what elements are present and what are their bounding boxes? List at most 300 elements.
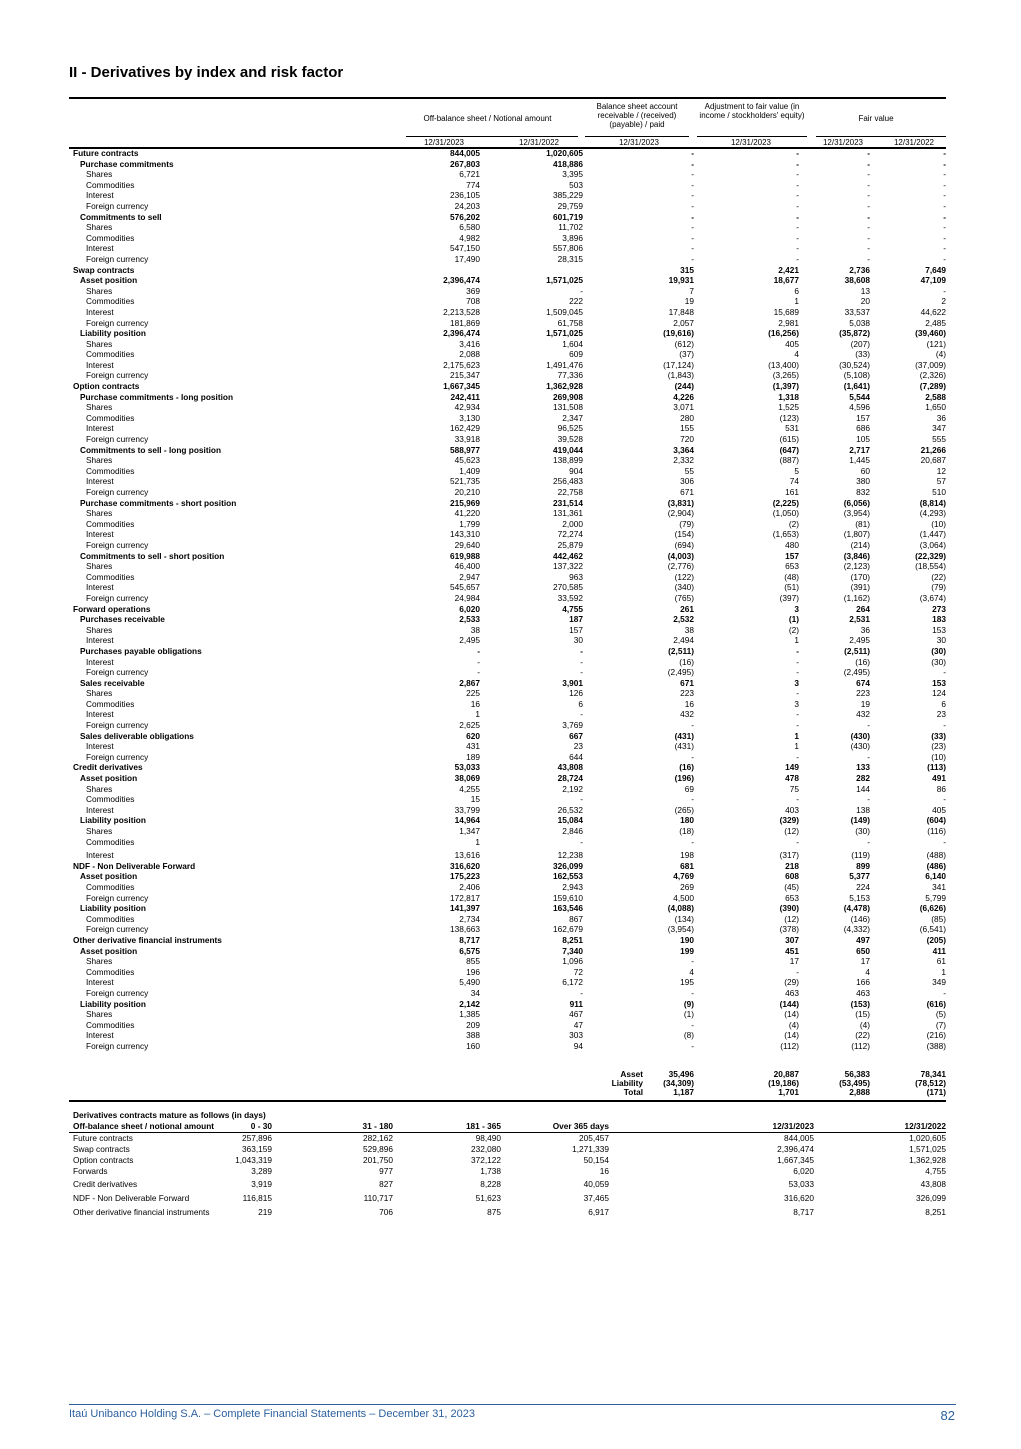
row-value: 4,982 <box>459 232 480 243</box>
row-value: (4) <box>859 1019 870 1030</box>
row-value: (3,831) <box>667 497 694 508</box>
row-value: 231,514 <box>553 497 583 508</box>
row-value: 3 <box>794 603 799 614</box>
row-value: - <box>477 656 480 667</box>
row-value: - <box>867 243 870 254</box>
row-value: (6,056) <box>843 497 870 508</box>
table-row <box>69 635 946 646</box>
row-value: 39,528 <box>557 434 583 445</box>
row-value: 341 <box>932 881 946 892</box>
row-label: Commodities <box>86 179 135 190</box>
row-value: 28,315 <box>557 253 583 264</box>
row-value: 53,033 <box>454 762 480 773</box>
row-value: - <box>691 243 694 254</box>
table-row <box>69 360 946 371</box>
maturity-value: 8,228 <box>480 1179 501 1189</box>
maturity-value: 16 <box>599 1166 609 1176</box>
row-value: 4,500 <box>673 892 694 903</box>
maturity-table <box>69 1110 946 1219</box>
row-value: - <box>691 222 694 233</box>
row-value: 236,105 <box>450 190 480 201</box>
row-value: - <box>691 1019 694 1030</box>
row-value: 467 <box>569 1009 583 1020</box>
row-value: 2,057 <box>673 317 694 328</box>
row-value: (134) <box>674 913 694 924</box>
totals-value: (171) <box>926 1087 946 1097</box>
row-value: 6,140 <box>925 871 946 882</box>
row-value: 557,806 <box>553 243 583 254</box>
row-value: 2,736 <box>849 264 870 275</box>
table-row <box>69 850 946 861</box>
row-value: (35,872) <box>839 328 870 339</box>
row-value: 6,721 <box>459 169 480 180</box>
row-value: 166 <box>856 977 870 988</box>
row-value: 306 <box>680 476 694 487</box>
row-value: 198 <box>680 850 694 861</box>
row-value: 149 <box>785 762 799 773</box>
maturity-row <box>69 1133 946 1144</box>
row-value: 38,608 <box>844 275 870 286</box>
row-value: - <box>867 148 870 158</box>
row-value: 28,724 <box>557 773 583 784</box>
row-label: Asset position <box>80 871 138 882</box>
row-value: 2,588 <box>925 391 946 402</box>
row-value: 215,347 <box>450 370 480 381</box>
row-value: - <box>691 148 694 158</box>
row-value: 105 <box>856 434 870 445</box>
row-value: 2,943 <box>562 881 583 892</box>
row-label: Interest <box>86 1030 114 1041</box>
row-value: 2,396,474 <box>443 275 480 286</box>
row-value: - <box>943 200 946 211</box>
row-label: Interest <box>86 850 114 861</box>
row-label: Interest <box>86 635 114 646</box>
row-label: Commodities <box>86 913 135 924</box>
row-value: (196) <box>674 773 694 784</box>
maturity-label: Swap contracts <box>73 1144 130 1154</box>
table-row <box>69 233 946 244</box>
row-value: (616) <box>926 998 946 1009</box>
row-value: 61,758 <box>557 317 583 328</box>
row-value: 12,238 <box>557 850 583 861</box>
row-label: Interest <box>86 656 114 667</box>
subheader-notional-2023: 12/31/2023 <box>423 138 465 147</box>
row-value: (153) <box>850 998 870 1009</box>
row-value: 2,625 <box>459 720 480 731</box>
maturity-value: 1,362,928 <box>909 1155 946 1165</box>
row-value: (123) <box>779 412 799 423</box>
row-value: 315 <box>680 264 694 275</box>
row-value: 1,445 <box>849 455 870 466</box>
row-value: 30 <box>936 635 946 646</box>
row-value: (1) <box>683 1009 694 1020</box>
row-value: - <box>796 794 799 805</box>
row-value: 141,397 <box>450 903 480 914</box>
row-label: Foreign currency <box>86 751 149 762</box>
table-row <box>69 572 946 583</box>
row-value: 138,899 <box>553 455 583 466</box>
row-value: 2,532 <box>673 614 694 625</box>
table-row <box>69 667 946 678</box>
row-value: 432 <box>680 709 694 720</box>
row-value: 273 <box>932 603 946 614</box>
row-label: Shares <box>86 169 113 180</box>
row-value: (16,256) <box>768 328 799 339</box>
header-fair-value: Fair value <box>858 114 894 123</box>
row-value: 2,396,474 <box>443 328 480 339</box>
row-label: Commodities <box>86 296 135 307</box>
page-title: II - Derivatives by index and risk factor <box>69 64 344 81</box>
row-value: - <box>796 190 799 201</box>
row-value: 18,677 <box>773 275 799 286</box>
row-value: 2,421 <box>778 264 799 275</box>
table-row <box>69 967 946 978</box>
row-value: (244) <box>674 381 694 392</box>
row-value: 904 <box>569 465 583 476</box>
row-value: (388) <box>926 1040 946 1051</box>
row-label: Commodities <box>86 465 135 476</box>
row-value: - <box>796 253 799 264</box>
row-value: 671 <box>680 677 694 688</box>
maturity-header-cell: 0 - 30 <box>250 1121 272 1131</box>
row-value: 510 <box>932 487 946 497</box>
header-rule-fair-value <box>816 136 946 137</box>
maturity-value: 316,620 <box>784 1193 814 1203</box>
row-value: - <box>867 169 870 180</box>
maturity-label: Credit derivatives <box>73 1179 138 1189</box>
row-value: (146) <box>850 913 870 924</box>
totals-label: Total <box>623 1087 643 1097</box>
row-value: (170) <box>850 571 870 582</box>
row-value: 8,251 <box>562 934 583 945</box>
table-row <box>69 349 946 360</box>
row-value: 2,867 <box>459 677 480 688</box>
row-value: 1 <box>941 966 946 977</box>
row-value: (765) <box>674 592 694 603</box>
row-value: - <box>867 179 870 190</box>
row-value: (30) <box>855 826 870 836</box>
row-value: - <box>796 148 799 158</box>
row-value: 385,229 <box>553 190 583 201</box>
row-label: Foreign currency <box>86 370 149 381</box>
row-value: 307 <box>785 934 799 945</box>
row-value: (39,460) <box>915 328 946 339</box>
row-value: (2,904) <box>667 508 694 519</box>
row-value: 20,687 <box>920 455 946 466</box>
maturity-header-cell: 12/31/2023 <box>772 1121 814 1131</box>
maturity-value: 977 <box>379 1166 393 1176</box>
row-value: 899 <box>856 860 870 871</box>
row-value: - <box>691 1040 694 1051</box>
row-value: 608 <box>785 871 799 882</box>
row-label: Foreign currency <box>86 487 149 497</box>
row-value: 74 <box>789 476 799 487</box>
row-value: 133 <box>856 762 870 773</box>
row-value: 1,571,025 <box>546 275 583 286</box>
row-value: 547,150 <box>450 243 480 254</box>
row-value: (119) <box>851 850 870 861</box>
maturity-label: Forwards <box>73 1166 108 1176</box>
row-value: 20,210 <box>454 487 480 497</box>
row-value: 3,364 <box>673 444 694 455</box>
table-row <box>69 837 946 848</box>
row-label: Shares <box>86 402 113 413</box>
table-row <box>69 762 946 773</box>
row-value: (2,495) <box>667 667 694 678</box>
row-value: (33) <box>931 730 946 741</box>
row-value: (2) <box>788 518 799 529</box>
row-value: - <box>867 158 870 169</box>
row-label: Interest <box>86 306 114 317</box>
maturity-value: 2,396,474 <box>777 1144 814 1154</box>
row-value: (1,807) <box>843 529 870 540</box>
row-value: 19,931 <box>668 275 694 286</box>
row-value: - <box>796 966 799 977</box>
row-value: 1,604 <box>562 338 583 349</box>
row-value: (3,265) <box>772 370 799 381</box>
row-value: - <box>943 836 946 847</box>
row-label: Interest <box>86 476 114 487</box>
row-value: - <box>691 253 694 264</box>
row-label: Interest <box>86 423 114 434</box>
row-value: 1,096 <box>562 956 583 967</box>
table-row <box>69 169 946 180</box>
row-value: 75 <box>789 783 799 794</box>
row-label: Commodities <box>86 881 135 892</box>
table-row <box>69 688 946 699</box>
row-value: 160 <box>466 1040 480 1051</box>
row-value: 195 <box>680 977 694 988</box>
row-value: (2) <box>788 624 799 635</box>
footer-text: Itaú Unibanco Holding S.A. – Complete Financial Statements – December 31, 2023 <box>69 1408 476 1420</box>
maturity-value: 219 <box>258 1207 272 1217</box>
row-value: 155 <box>680 423 694 434</box>
row-value: 144 <box>856 783 870 794</box>
row-value: (8) <box>683 1030 694 1041</box>
totals-value: 20,887 <box>773 1069 799 1079</box>
row-value: (4,332) <box>843 924 870 935</box>
row-value: - <box>580 794 583 805</box>
row-value: 491 <box>932 773 946 784</box>
row-value: 36 <box>936 412 946 423</box>
row-value: - <box>943 179 946 190</box>
row-value: (3,954) <box>667 924 694 935</box>
table-row <box>69 1030 946 1041</box>
row-value: 2,846 <box>562 826 583 836</box>
row-label: Shares <box>86 783 113 794</box>
row-label: Purchases receivable <box>80 614 165 625</box>
row-label: Foreign currency <box>86 253 149 264</box>
totals-value: 56,383 <box>844 1069 870 1079</box>
row-value: 33,799 <box>454 804 480 815</box>
row-value: 6,575 <box>459 945 480 956</box>
row-value: 131,361 <box>553 508 583 519</box>
table-row <box>69 871 946 882</box>
row-value: 269 <box>680 881 694 892</box>
row-value: 431 <box>466 741 480 752</box>
row-value: - <box>943 222 946 233</box>
row-value: 5,799 <box>925 892 946 903</box>
row-value: - <box>867 720 870 731</box>
row-label: Liability position <box>80 815 146 826</box>
row-value: - <box>943 987 946 998</box>
row-value: 223 <box>680 688 694 699</box>
table-row <box>69 646 946 657</box>
row-value: (29) <box>784 977 799 988</box>
row-label: Option contracts <box>73 381 140 392</box>
table-row <box>69 1041 946 1052</box>
maturity-row <box>69 1177 946 1191</box>
row-value: 5,038 <box>849 317 870 328</box>
row-value: 463 <box>856 987 870 998</box>
table-row <box>69 519 946 530</box>
maturity-row <box>69 1144 946 1155</box>
row-value: 153 <box>932 677 946 688</box>
row-value: 33,537 <box>844 306 870 317</box>
row-value: (3,064) <box>919 539 946 550</box>
row-value: 405 <box>785 338 799 349</box>
row-value: 124 <box>932 688 946 699</box>
row-label: Interest <box>86 804 114 815</box>
row-value: 6,172 <box>562 977 583 988</box>
row-value: 29,759 <box>557 200 583 211</box>
row-value: (1) <box>788 614 799 625</box>
row-value: 126 <box>569 688 583 699</box>
row-value: (18) <box>679 826 694 836</box>
row-value: 47,109 <box>920 275 946 286</box>
row-value: 5 <box>794 465 799 476</box>
table-row <box>69 296 946 307</box>
row-value: - <box>796 656 799 667</box>
row-value: 419,044 <box>553 444 583 455</box>
row-value: 280 <box>680 412 694 423</box>
row-value: 609 <box>569 349 583 360</box>
row-label: Interest <box>86 529 114 540</box>
totals-bottom-rule <box>69 1100 946 1102</box>
row-value: 5,490 <box>459 977 480 988</box>
maturity-value: 1,571,025 <box>909 1144 946 1154</box>
row-value: 2,494 <box>673 635 694 646</box>
row-value: 2,088 <box>459 349 480 360</box>
row-value: 33,592 <box>557 592 583 603</box>
table-row <box>69 773 946 784</box>
row-value: 774 <box>466 179 480 190</box>
table-row <box>69 988 946 999</box>
row-value: 162,679 <box>553 924 583 935</box>
row-value: 1,409 <box>459 465 480 476</box>
row-label: Commodities <box>86 966 135 977</box>
row-value: (2,776) <box>667 561 694 572</box>
row-value: (2,123) <box>843 561 870 572</box>
row-label: Shares <box>86 1009 113 1020</box>
row-value: - <box>796 200 799 211</box>
row-value: 1,799 <box>459 518 480 529</box>
row-value: (4,003) <box>667 550 694 561</box>
row-value: 61 <box>936 956 946 967</box>
header-notional: Off-balance sheet / Notional amount <box>423 114 552 123</box>
row-value: - <box>943 169 946 180</box>
row-value: - <box>867 794 870 805</box>
row-value: (430) <box>850 741 870 752</box>
row-value: 1,020,605 <box>546 148 583 158</box>
row-value: 1,362,928 <box>546 381 583 392</box>
row-label: Forward operations <box>73 603 151 614</box>
row-value: 13,616 <box>454 850 480 861</box>
table-row <box>69 222 946 233</box>
row-value: 1 <box>794 635 799 646</box>
totals-value: (53,495) <box>839 1078 870 1088</box>
table-row <box>69 381 946 392</box>
row-value: 23 <box>936 709 946 720</box>
row-value: 2,495 <box>849 635 870 646</box>
row-value: (154) <box>674 529 694 540</box>
row-value: - <box>580 645 583 656</box>
maturity-header-cell: Off-balance sheet / notional amount <box>73 1121 215 1131</box>
row-value: - <box>580 836 583 847</box>
row-value: 576,202 <box>450 211 480 222</box>
row-value: - <box>580 667 583 678</box>
maturity-label: NDF - Non Deliverable Forward <box>73 1193 190 1203</box>
table-top-rule <box>69 97 946 99</box>
row-value: 12 <box>936 465 946 476</box>
row-value: 7,649 <box>925 264 946 275</box>
row-value: 4,755 <box>562 603 583 614</box>
row-label: Purchase commitments <box>80 158 174 169</box>
table-row <box>69 413 946 424</box>
row-value: 24,203 <box>454 200 480 211</box>
row-value: 143,310 <box>450 529 480 540</box>
row-label: Shares <box>86 222 113 233</box>
row-value: 3,130 <box>459 412 480 423</box>
row-value: (23) <box>931 741 946 752</box>
table-row <box>69 423 946 434</box>
row-value: 1,525 <box>778 402 799 413</box>
row-value: 261 <box>680 603 694 614</box>
row-value: (431) <box>674 730 694 741</box>
row-value: (122) <box>674 571 694 582</box>
row-value: (37,009) <box>915 359 946 370</box>
row-value: - <box>867 751 870 762</box>
row-value: 86 <box>936 783 946 794</box>
row-value: (22,329) <box>915 550 946 561</box>
row-value: 555 <box>932 434 946 445</box>
row-value: 844,005 <box>450 148 480 158</box>
row-value: (14) <box>784 1009 799 1020</box>
row-value: 3,395 <box>562 169 583 180</box>
header-rule-adjustment <box>697 136 807 137</box>
row-label: Commodities <box>86 412 135 423</box>
table-row <box>69 370 946 381</box>
row-label: Swap contracts <box>73 264 135 275</box>
row-value: 6,580 <box>459 222 480 233</box>
row-value: 588,977 <box>450 444 480 455</box>
maturity-label: Other derivative financial instruments <box>73 1207 210 1217</box>
row-value: 4 <box>865 966 870 977</box>
row-value: 187 <box>569 614 583 625</box>
row-value: (4) <box>788 1019 799 1030</box>
row-value: 1,491,476 <box>546 359 583 370</box>
row-value: (5) <box>935 1009 946 1020</box>
row-value: 16 <box>684 698 694 709</box>
row-value: 4,226 <box>673 391 694 402</box>
row-value: - <box>691 232 694 243</box>
derivatives-table <box>69 148 946 1051</box>
row-value: 17 <box>789 956 799 967</box>
row-value: 369 <box>466 285 480 296</box>
table-row <box>69 731 946 742</box>
table-row <box>69 826 946 837</box>
row-value: 96,525 <box>557 423 583 434</box>
